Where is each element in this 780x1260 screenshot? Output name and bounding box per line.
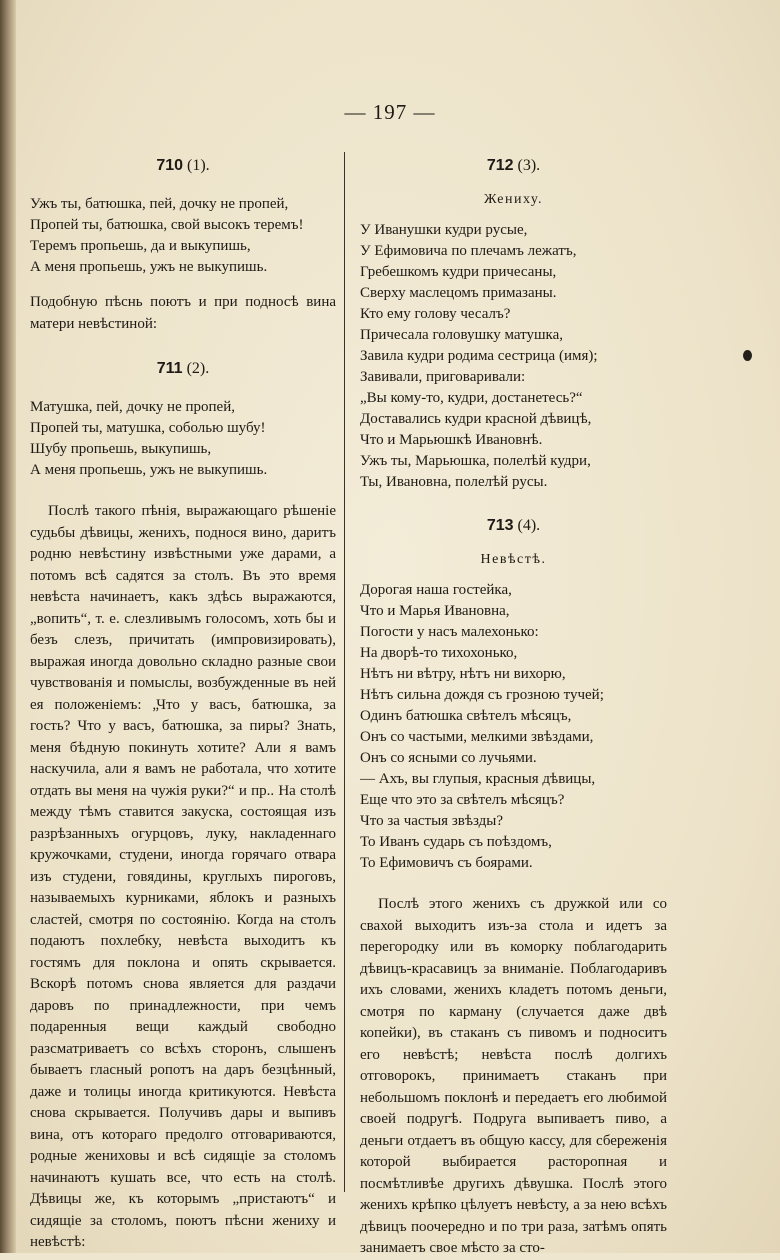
page-number: — 197 — [344,100,436,124]
verse-line: Еще что это за свѣтелъ мѣсяцъ? [360,792,565,808]
verse-line: — Ахъ, вы глупыя, красныя дѣвицы, [360,771,596,787]
verse-line: То Ефимовичъ съ боярами. [360,855,533,871]
verse-line: То Иванъ сударь съ поѣздомъ, [360,834,552,850]
verse-line: Завила кудри родима сестрица (имя); [360,348,598,364]
verse-line: Одинъ батюшка свѣтелъ мѣсяцъ, [360,708,572,724]
verse-line: Онъ со ясными со лучьями. [360,750,537,766]
verse-line: Нѣтъ ни вѣтру, нѣтъ ни вихорю, [360,666,566,682]
ink-spot [743,350,752,361]
verse-line: Завивали, приговаривали: [360,369,526,385]
verse-line: Нѣтъ сильна дождя съ грозною тучей; [360,687,604,703]
verse-line: Гребешкомъ кудри причесаны, [360,264,557,280]
right-column [360,155,667,1260]
verse-line: А меня пропьешь, ужъ не выкупишь. [30,462,268,478]
left-prose-paragraph: Послѣ такого пѣнія, выражающаго рѣшеніе судьбы дѣвицы, женихъ, подноcя вино, даритъ родню невѣстину извѣстными уже дарами, а потомъ всѣ садятся за столъ. Въ это время невѣста начинаетъ, какъ здѣсь выражаются, „вопить“, т. е. слезливымъ голосомъ, хоть бы и безъ слезъ, причитать (импровизировать), выражая иногда довольно складно разные свои чувствованія и помыслы, возбужденные въ ней ея положеніемъ: „Что у васъ, батюшка, за гость? Что у васъ, батюшка, за пиры? Знать, меня бѣдную покинуть хотите? Али я вамъ наскучила, али я вамъ не работала, что хотите отдать вы меня на чужія руки?“ и пр.. На столѣ между тѣмъ ставится закуска, состоящая изъ разрѣзанныхъ огурцовъ, луку, накладеннаго кружочками, студени, иногда горячаго отвара изъ студени, говядины, круглыхъ пироговъ, называемыхъ курниками, яблокъ и разныхъ сластей, смотря по состоянію. Когда на столъ подаютъ похлебку, невѣста выходитъ къ гостямъ для поклона и опять скрывается. Вскорѣ потомъ снова является для раздачи даровъ по принадлежности, при чемъ подаренныя вещи каждый свободно разсматриваетъ со всѣхъ сторонъ, слышенъ бываетъ гласный ропотъ на даръ безцѣнный, даже и толицы иногда критикуются. Невѣста снова скрывается. Получивъ дары и выпивъ вина, отъ котораго предолго отговариваются, родные жениховы и всѣ сидящіе за столомъ начинаютъ кушать все, что есть на столѣ. Дѣвицы же, къ которымъ „пристаютъ“ и сидящіе за столомъ, поютъ пѣсни жениху и невѣстѣ: [30,503,336,1250]
verse-line: Кто ему голову чесалъ? [360,306,511,322]
section-713-verse [360,580,667,874]
verse-line: Онъ со частыми, мелкими звѣздами, [360,729,594,745]
verse-line: Ужъ ты, Марьюшка, полелѣй кудри, [360,453,591,469]
verse-line: Пропей ты, матушка, соболью шубу! [30,420,266,436]
verse-line: Шубу пропьешь, выкупишь, [30,441,212,457]
verse-line: Что за частыя звѣзды? [360,813,504,829]
section-712-subtitle: Жениху. [483,192,544,207]
verse-line: А меня пропьешь, ужъ не выкупишь. [30,259,268,275]
section-713-subtitle: Невѣстѣ. [480,552,547,567]
verse-line: Доставались кудри красной дѣвицѣ, [360,411,592,427]
section-712-title: 712 (3). [486,157,541,174]
verse-line: У Иванушки кудри русые, [360,222,528,238]
verse-line: Что и Марьюшкѣ Ивановнѣ. [360,432,543,448]
verse-line: На дворѣ-то тихохонько, [360,645,518,661]
verse-line: Пропей ты, батюшка, свой высокъ теремъ! [30,217,304,233]
section-710-note: Подобную пѣснь поютъ и при подносѣ вина матери невѣстиной: [30,294,336,332]
section-710-verse [30,194,336,278]
section-710-title: 710 (1). [156,157,210,174]
verse-line: Ты, Ивановна, полелѣй русы. [360,474,548,490]
column-divider [344,152,345,1192]
right-prose-paragraph: Послѣ этого женихъ съ дружкой или со свахой выходитъ изъ-за стола и идетъ за перегородку или въ коморку поблагодарить дѣвицъ-красавицъ за вниманіе. Поблагодаривъ ихъ словами, женихъ кладетъ потомъ деньги, смотря по карману (случается даже двѣ копейки), въ стаканъ съ пивомъ и подноситъ его невѣстѣ; невѣста послѣ долгихъ отговорокъ, принимаетъ стаканъ при небольшомъ поклонѣ и передаетъ его любимой своей подругѣ. Подруга выпиваетъ пиво, а деньги отдаетъ въ общую кассу, для сбереженія которой выбирается расторопная и посмѣтливѣе другихъ дѣвушка. Послѣ этого женихъ крѣпко цѣлуетъ невѣсту, а за нею всѣхъ дѣвицъ поочередно и по три раза, затѣмъ опять занимаетъ свое мѣсто за сто- [360,896,667,1256]
verse-line: Погости у насъ малехонько: [360,624,539,640]
verse-line: Что и Марья Ивановна, [360,603,510,619]
section-712-verse [360,220,667,493]
book-spine-shadow [0,0,16,1253]
left-column [30,155,336,1254]
section-713-title: 713 (4). [486,517,541,534]
verse-line: Теремъ пропьешь, да и выкупишь, [30,238,251,254]
section-711-verse [30,397,336,481]
verse-line: Дорогая наша гостейка, [360,582,512,598]
verse-line: У Ефимовича по плечамъ лежатъ, [360,243,577,259]
verse-line: Ужъ ты, батюшка, пей, дочку не пропей, [30,196,289,212]
verse-line: Матушка, пей, дочку не пропей, [30,399,235,415]
section-711-title: 711 (2). [156,360,210,377]
verse-line: Сверху маслецомъ примазаны. [360,285,557,301]
verse-line: Причесала головушку матушка, [360,327,564,343]
verse-line: „Вы кому-то, кудри, достанетесь?“ [360,390,583,406]
